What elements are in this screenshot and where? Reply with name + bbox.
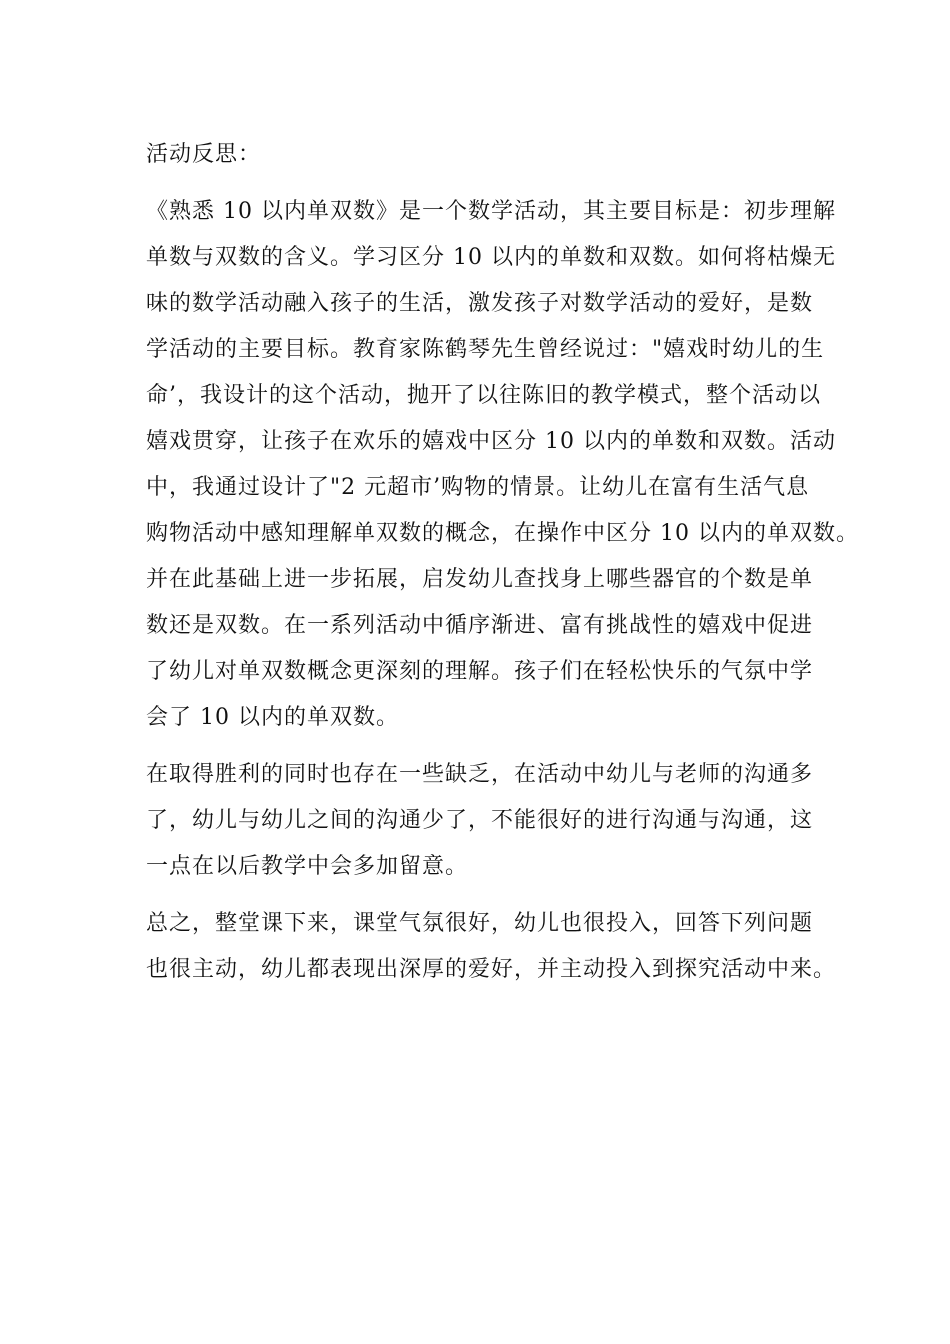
text-line: 数还是双数。在一系列活动中循序渐进、富有挑战性的嬉戏中促进 (146, 613, 814, 638)
text-line: 会了 10 以内的单双数。 (146, 705, 399, 730)
text-line: 总之，整堂课下来，课堂气氛很好，幼儿也很投入，回答下列问题 (146, 911, 814, 936)
text-line: 学活动的主要目标。教育家陈鹤琴先生曾经说过："嬉戏时幼儿的生 (146, 337, 825, 362)
paragraph-gap (146, 741, 836, 752)
text-line: 并在此基础上进一步拓展，启发幼儿查找身上哪些器官的个数是单 (146, 567, 814, 592)
text-line: 了，幼儿与幼儿之间的沟通少了，不能很好的进行沟通与沟通，这 (146, 808, 814, 833)
paragraph-gap (146, 178, 836, 189)
text-line: 嬉戏贯穿，让孩子在欢乐的嬉戏中区分 10 以内的单数和双数。活动 (146, 429, 836, 454)
paragraph-3 (146, 901, 836, 993)
paragraph-gap (146, 890, 836, 901)
text-line: 购物活动中感知理解单双数的概念，在操作中区分 10 以内的单双数。 (146, 521, 859, 546)
section-heading: 活动反思： (146, 142, 262, 167)
paragraph-1 (146, 189, 859, 741)
text-line: 中，我通过设计了"2 元超市’购物的情景。让幼儿在富有生活气息 (146, 475, 810, 500)
text-line: 在取得胜利的同时也存在一些缺乏，在活动中幼儿与老师的沟通多 (146, 762, 814, 787)
text-line: 一点在以后教学中会多加留意。 (146, 854, 469, 879)
text-line: 了幼儿对单双数概念更深刻的理解。孩子们在轻松快乐的气氛中学 (146, 659, 814, 684)
paragraph-2 (146, 752, 836, 890)
text-line: 味的数学活动融入孩子的生活，激发孩子对数学活动的爱好，是数 (146, 291, 814, 316)
document-body (146, 132, 859, 993)
text-line: 命’，我设计的这个活动，抛开了以往陈旧的教学模式，整个活动以 (146, 383, 821, 408)
text-line: 《熟悉 10 以内单双数》是一个数学活动，其主要目标是：初步理解 (146, 199, 836, 224)
text-line: 单数与双数的含义。学习区分 10 以内的单数和双数。如何将枯燥无 (146, 245, 836, 270)
text-line: 也很主动，幼儿都表现出深厚的爱好，并主动投入到探究活动中来。 (146, 957, 837, 982)
